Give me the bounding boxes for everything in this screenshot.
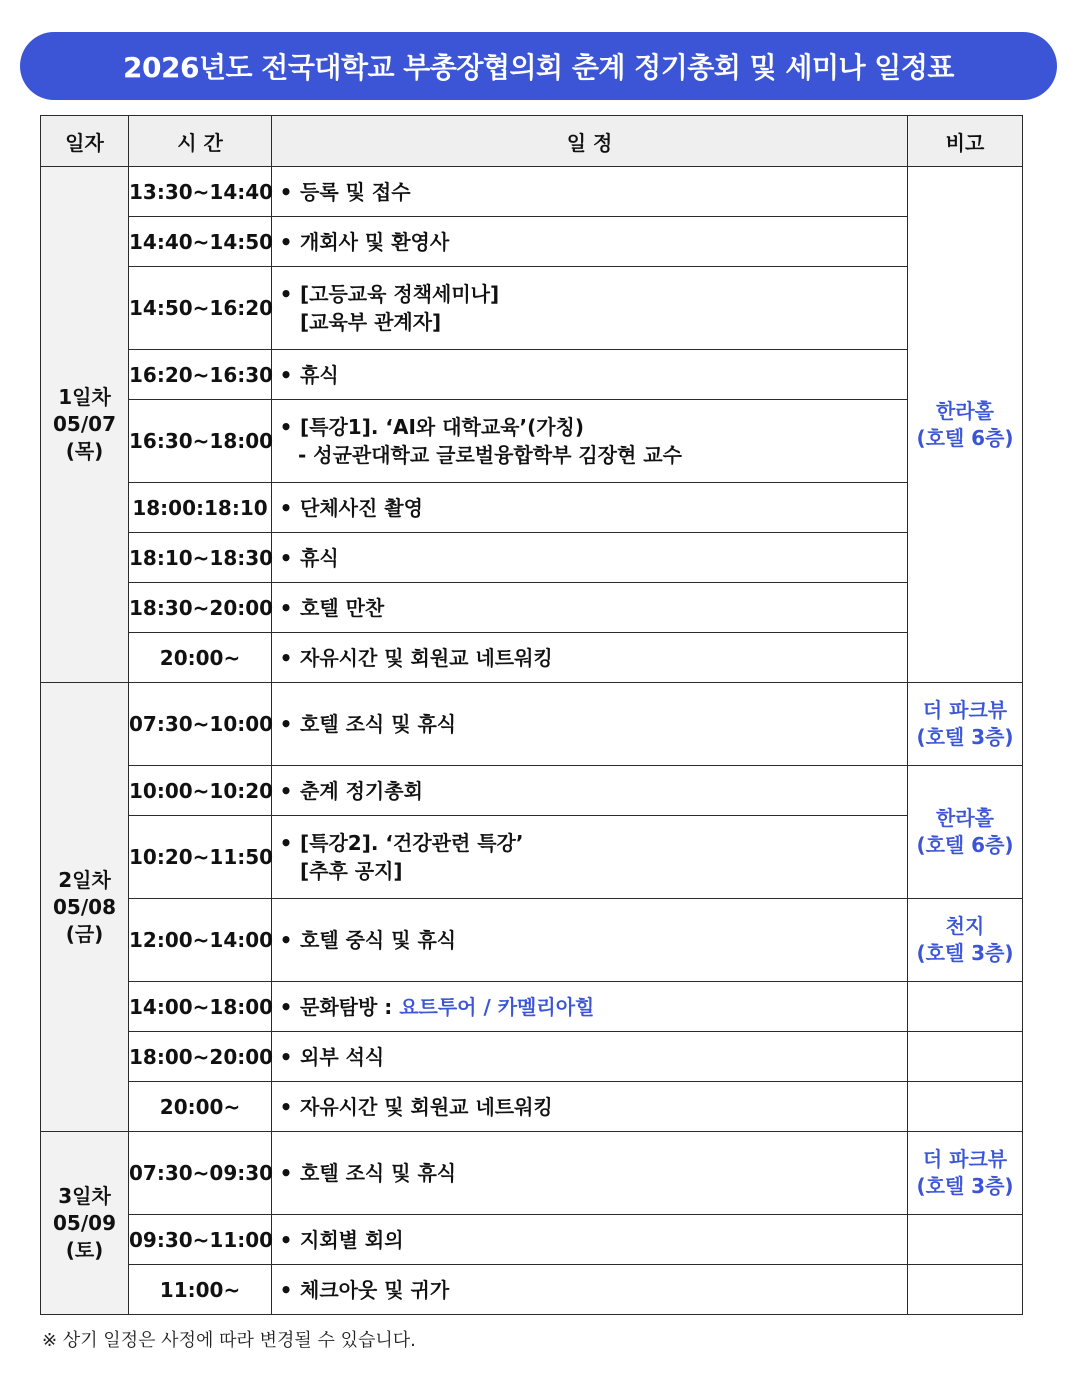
- schedule-cell: [272, 766, 908, 816]
- time-cell: 07:30~10:00: [129, 683, 272, 766]
- time-cell: 09:30~11:00: [129, 1215, 272, 1265]
- schedule-text: 휴식: [300, 362, 339, 387]
- venue-name: 천지: [945, 914, 985, 938]
- schedule-cell: [272, 633, 908, 683]
- time-cell: 10:00~10:20: [129, 766, 272, 816]
- schedule-cell: [272, 483, 908, 533]
- time-cell: 14:00~18:00: [129, 982, 272, 1032]
- time-cell: 11:00~: [129, 1265, 272, 1315]
- note-cell: [908, 683, 1023, 766]
- venue-floor: (호텔 3층): [916, 725, 1014, 749]
- time-cell: 16:30~18:00: [129, 400, 272, 483]
- table-row: [41, 533, 1023, 583]
- bullet-icon: •: [279, 1044, 293, 1069]
- schedule-text: 지회별 회의: [300, 1227, 404, 1252]
- schedule-text: 체크아웃 및 귀가: [300, 1277, 450, 1302]
- venue-floor: (호텔 3층): [916, 1174, 1014, 1198]
- table-row: [41, 217, 1023, 267]
- time-cell: 12:00~14:00: [129, 899, 272, 982]
- schedule-text: 개회사 및 환영사: [300, 229, 450, 254]
- note-cell: [908, 167, 1023, 683]
- header-time: 시 간: [129, 116, 272, 167]
- table-row: [41, 633, 1023, 683]
- schedule-table: [40, 115, 1023, 1315]
- schedule-cell: [272, 1032, 908, 1082]
- time-cell: 18:10~18:30: [129, 533, 272, 583]
- note-cell-empty: [908, 1265, 1023, 1315]
- table-row: [41, 1265, 1023, 1315]
- schedule-cell: [272, 683, 908, 766]
- schedule-prefix: 문화탐방 :: [300, 994, 400, 1019]
- time-cell: 20:00~: [129, 1082, 272, 1132]
- time-cell: 20:00~: [129, 633, 272, 683]
- venue-floor: (호텔 6층): [916, 833, 1014, 857]
- schedule-text: 등록 및 접수: [300, 179, 411, 204]
- schedule-text: 호텔 중식 및 휴식: [300, 928, 457, 952]
- note-cell-empty: [908, 1215, 1023, 1265]
- schedule-highlight: 요트투어 / 카멜리아힐: [399, 994, 595, 1019]
- schedule-text: 호텔 조식 및 휴식: [300, 1161, 457, 1185]
- day-date: 05/07: [53, 412, 116, 436]
- schedule-text: [300, 993, 594, 1021]
- schedule-text: 자유시간 및 회원교 네트워킹: [300, 645, 553, 670]
- venue-floor: (호텔 6층): [916, 425, 1014, 450]
- day-label: 1일차: [58, 385, 111, 409]
- table-row: [41, 1215, 1023, 1265]
- day-weekday: (금): [65, 921, 104, 946]
- schedule-cell: [272, 1265, 908, 1315]
- note-cell: [908, 899, 1023, 982]
- venue-name: 더 파크뷰: [922, 1147, 1008, 1171]
- schedule-text: 단체사진 촬영: [300, 495, 423, 520]
- bullet-icon: •: [279, 362, 293, 387]
- header-day: 일자: [41, 116, 129, 167]
- day-3-cell: [41, 1132, 129, 1315]
- bullet-icon: •: [279, 1227, 293, 1252]
- footer-note: ※ 상기 일정은 사정에 따라 변경될 수 있습니다.: [42, 1330, 416, 1351]
- schedule-cell: [272, 982, 908, 1032]
- venue-floor: (호텔 3층): [916, 941, 1014, 965]
- bullet-icon: •: [279, 495, 293, 520]
- day-1-cell: [41, 167, 129, 683]
- time-cell: 14:40~14:50: [129, 217, 272, 267]
- note-cell-empty: [908, 1032, 1023, 1082]
- schedule-cell: [272, 400, 908, 483]
- schedule-subtext: [추후 공지]: [300, 859, 403, 883]
- bullet-icon: •: [279, 1094, 293, 1119]
- day-weekday: (목): [65, 439, 104, 463]
- schedule-subtext: [교육부 관계자]: [300, 310, 442, 334]
- schedule-text: 휴식: [300, 545, 339, 570]
- schedule-cell: [272, 533, 908, 583]
- time-cell: 16:20~16:30: [129, 350, 272, 400]
- table-row: [41, 483, 1023, 533]
- bullet-icon: •: [279, 282, 293, 306]
- table-row: [41, 1132, 1023, 1215]
- table-row: [41, 583, 1023, 633]
- schedule-text: [고등교육 정책세미나]: [300, 282, 500, 306]
- bullet-icon: •: [279, 229, 293, 254]
- schedule-cell: [272, 350, 908, 400]
- schedule-cell: [272, 899, 908, 982]
- time-cell: 18:30~20:00: [129, 583, 272, 633]
- day-2-cell: [41, 683, 129, 1132]
- schedule-subtext: - 성균관대학교 글로벌융합학부 김장현 교수: [298, 443, 682, 467]
- note-cell-empty: [908, 1082, 1023, 1132]
- schedule-cell: [272, 1082, 908, 1132]
- venue-name: 한라홀: [936, 398, 994, 423]
- table-row: [41, 982, 1023, 1032]
- day-date: 05/09: [53, 1210, 116, 1235]
- venue-name: 한라홀: [936, 806, 994, 830]
- schedule-text: 외부 석식: [300, 1044, 385, 1069]
- time-cell: 14:50~16:20: [129, 267, 272, 350]
- table-row: [41, 816, 1023, 899]
- schedule-text: 호텔 조식 및 휴식: [300, 712, 457, 736]
- schedule-text: [특강2]. ‘건강관련 특강’: [300, 831, 524, 855]
- table-row: [41, 167, 1023, 217]
- bullet-icon: •: [279, 778, 293, 803]
- day-weekday: (토): [65, 1237, 104, 1262]
- bullet-icon: •: [279, 595, 293, 620]
- table-row: [41, 1032, 1023, 1082]
- schedule-cell: [272, 1215, 908, 1265]
- schedule-cell: [272, 267, 908, 350]
- note-cell: [908, 1132, 1023, 1215]
- bullet-icon: •: [279, 928, 293, 952]
- day-label: 2일차: [58, 867, 111, 892]
- bullet-icon: •: [279, 179, 293, 204]
- table-row: [41, 267, 1023, 350]
- table-row: [41, 400, 1023, 483]
- header-schedule: 일 정: [272, 116, 908, 167]
- schedule-cell: [272, 1132, 908, 1215]
- table-row: [41, 350, 1023, 400]
- table-row: [41, 1082, 1023, 1132]
- schedule-text: 호텔 만찬: [300, 595, 385, 620]
- bullet-icon: •: [279, 831, 293, 855]
- venue-name: 더 파크뷰: [922, 698, 1008, 722]
- bullet-icon: •: [279, 645, 293, 670]
- time-cell: 13:30~14:40: [129, 167, 272, 217]
- time-cell: 18:00~20:00: [129, 1032, 272, 1082]
- table-row: [41, 899, 1023, 982]
- note-cell-empty: [908, 982, 1023, 1032]
- bullet-icon: •: [279, 994, 293, 1019]
- time-cell: 10:20~11:50: [129, 816, 272, 899]
- bullet-icon: •: [279, 712, 293, 736]
- bullet-icon: •: [279, 415, 293, 439]
- bullet-icon: •: [279, 1161, 293, 1185]
- schedule-text: 자유시간 및 회원교 네트워킹: [300, 1094, 553, 1119]
- time-cell: 07:30~09:30: [129, 1132, 272, 1215]
- note-cell: [908, 766, 1023, 899]
- bullet-icon: •: [279, 1277, 293, 1302]
- schedule-text: 춘계 정기총회: [300, 778, 423, 803]
- page-title: 2026년도 전국대학교 부총장협의회 춘계 정기총회 및 세미나 일정표: [20, 32, 1057, 100]
- day-date: 05/08: [53, 894, 116, 919]
- bullet-icon: •: [279, 545, 293, 570]
- schedule-text: [특강1]. ‘AI와 대학교육’(가칭): [300, 415, 584, 439]
- time-cell: 18:00:18:10: [129, 483, 272, 533]
- schedule-cell: [272, 583, 908, 633]
- table-row: [41, 683, 1023, 766]
- header-note: 비고: [908, 116, 1023, 167]
- table-header-row: [41, 116, 1023, 167]
- schedule-cell: [272, 816, 908, 899]
- schedule-cell: [272, 217, 908, 267]
- day-label: 3일차: [58, 1183, 111, 1208]
- table-row: [41, 766, 1023, 816]
- schedule-cell: [272, 167, 908, 217]
